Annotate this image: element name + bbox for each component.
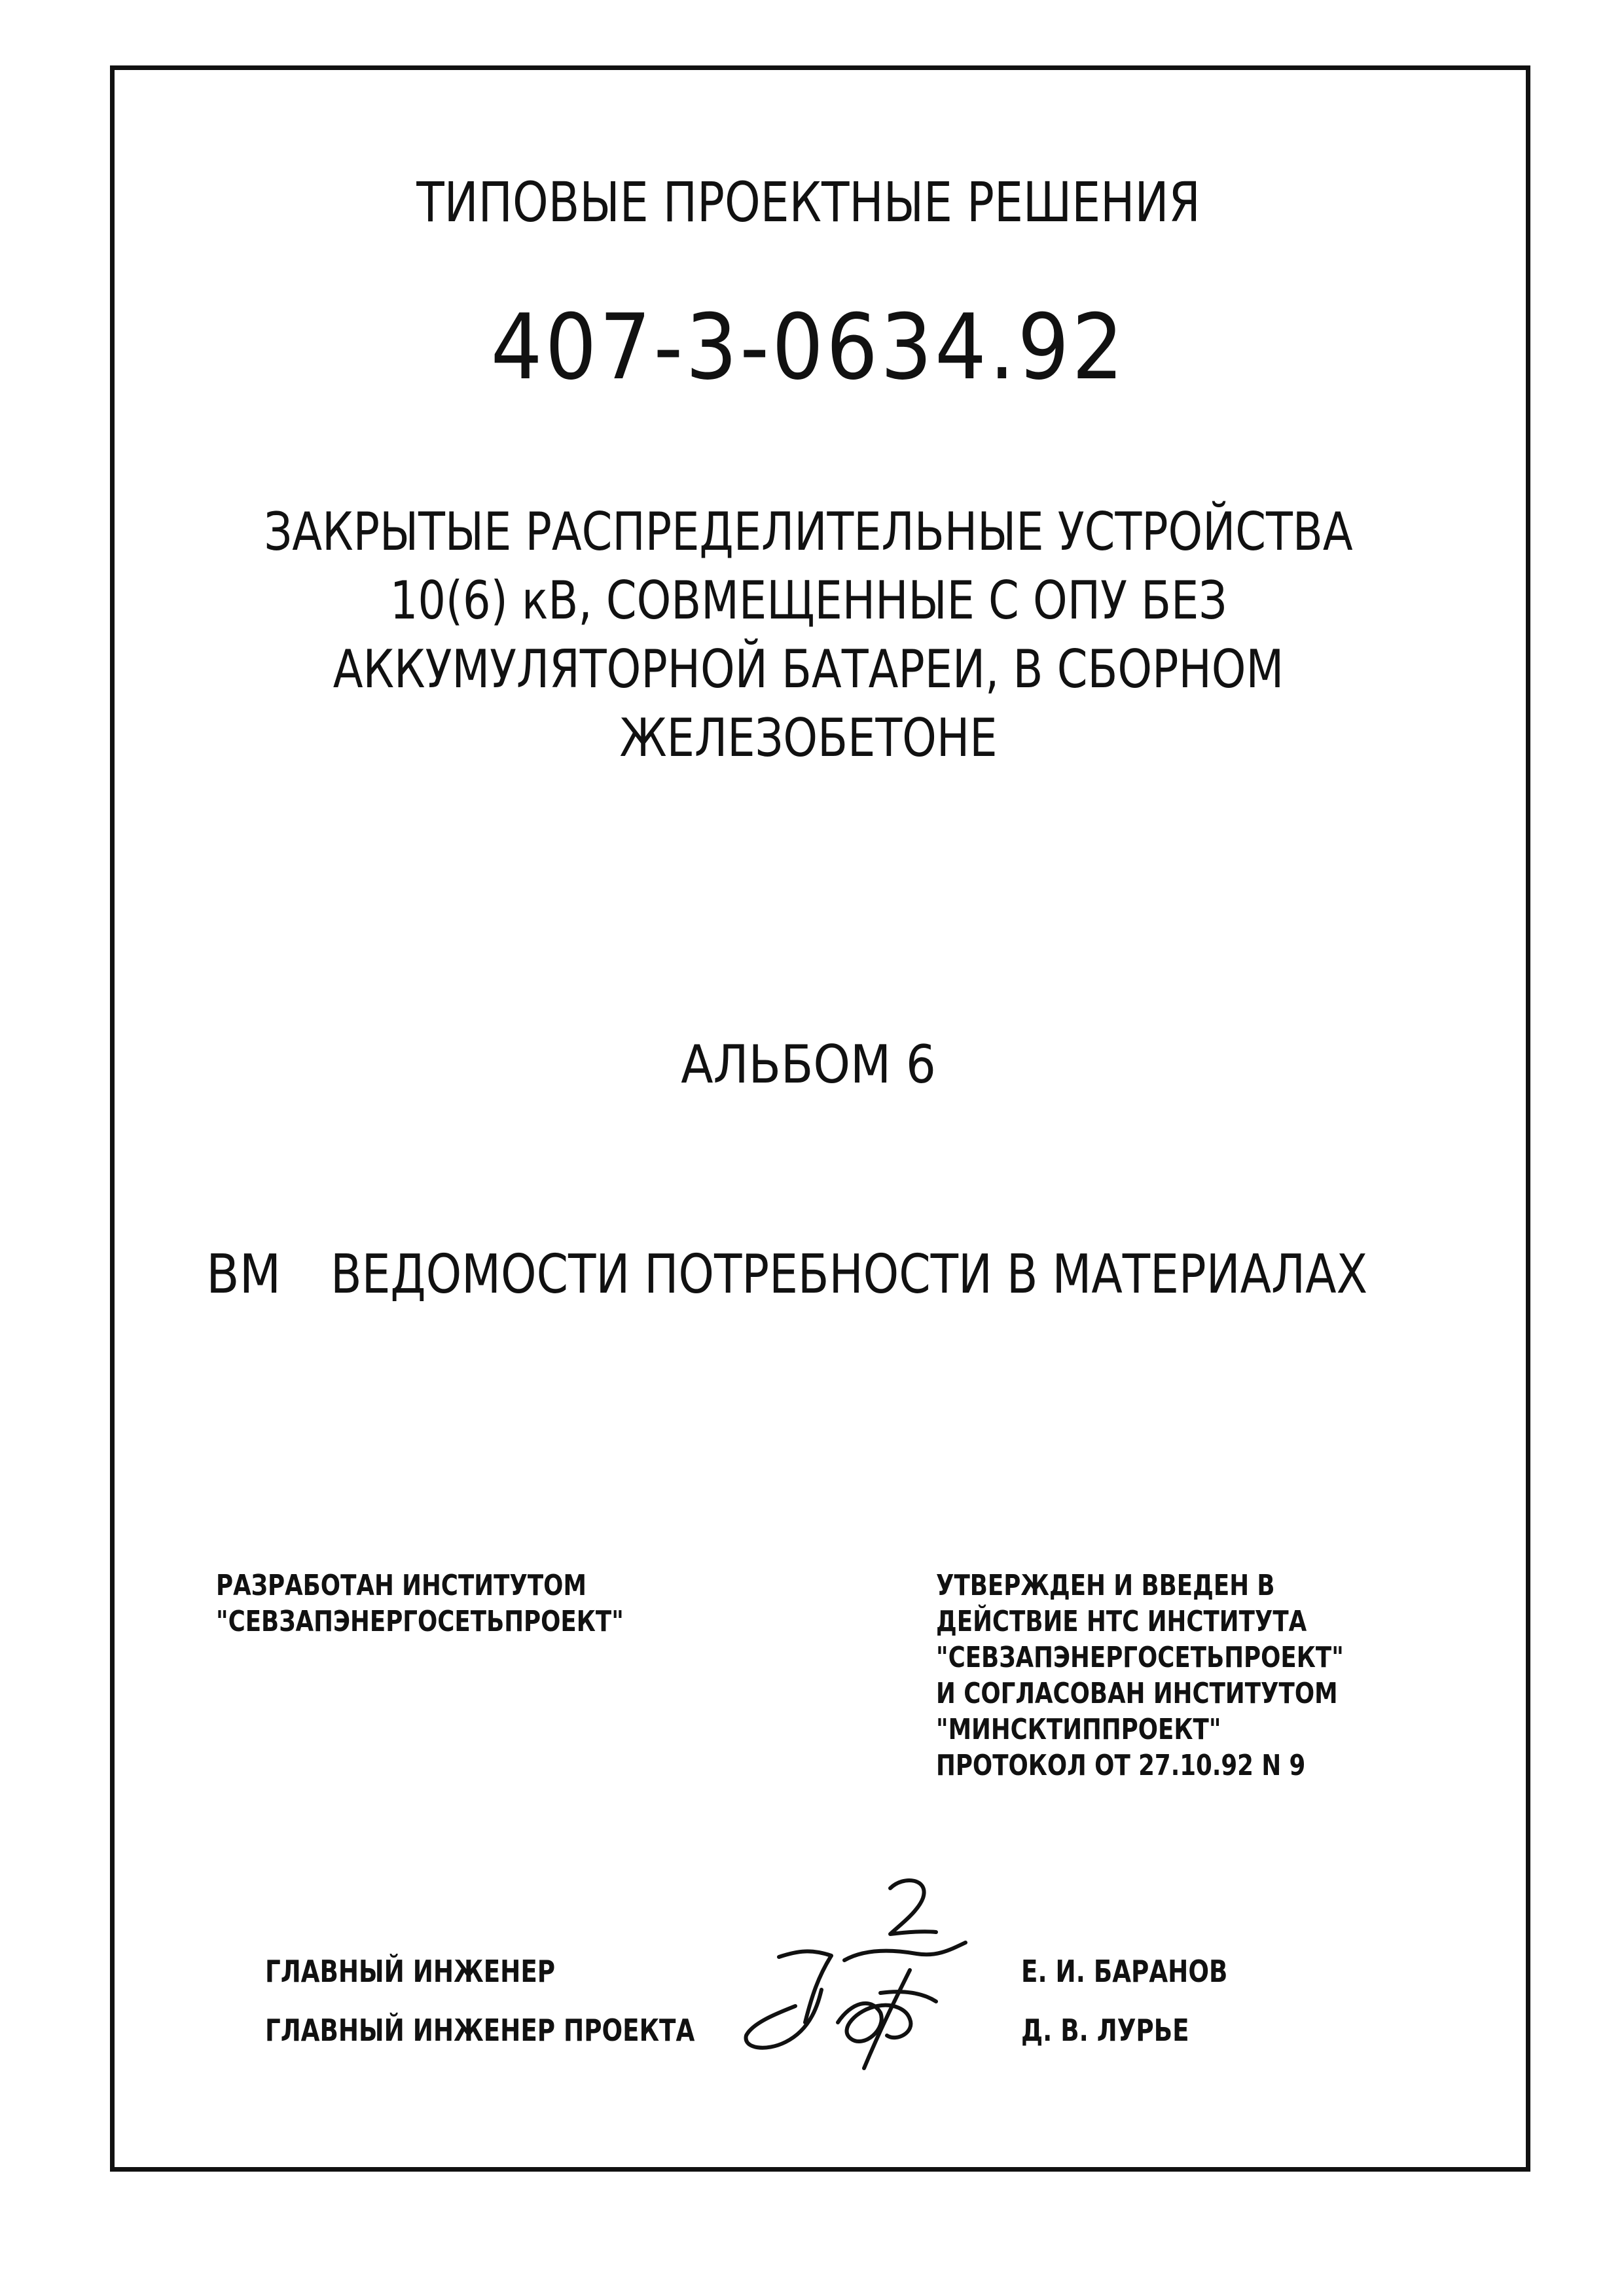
approval-line: И СОГЛАСОВАН ИНСТИТУТОМ — [936, 1677, 1338, 1710]
developed-by-line: РАЗРАБОТАН ИНСТИТУТОМ — [216, 1569, 586, 1602]
developed-by-line: "СЕВЗАПЭНЕРГОСЕТЬПРОЕКТ" — [216, 1605, 624, 1638]
approval-line: "СЕВЗАПЭНЕРГОСЕТЬПРОЕКТ" — [936, 1641, 1344, 1674]
approval-block — [936, 1568, 1344, 1784]
volume-code: ВМ — [206, 1244, 281, 1306]
document-code: 407-3-0634.92 — [490, 295, 1127, 400]
document-title — [0, 497, 1617, 772]
title-line: АККУМУЛЯТОРНОЙ БАТАРЕИ, В СБОРНОМ — [333, 639, 1284, 700]
developed-by — [216, 1568, 624, 1640]
approval-line: "МИНСКТИППРОЕКТ" — [936, 1713, 1221, 1746]
chief-engineer-name: Е. И. БАРАНОВ — [1021, 1954, 1228, 1989]
title-line: ЖЕЛЕЗОБЕТОНЕ — [619, 708, 998, 768]
approval-line: ПРОТОКОЛ ОТ 27.10.92 N 9 — [936, 1749, 1306, 1782]
album-label: АЛЬБОМ 6 — [681, 1034, 936, 1095]
chief-project-engineer-name: Д. В. ЛУРЬЕ — [1021, 2013, 1189, 2048]
handwritten-signature — [740, 1872, 975, 2088]
chief-engineer-role: ГЛАВНЫЙ ИНЖЕНЕР — [265, 1954, 556, 1989]
approval-line: УТВЕРЖДЕН И ВВЕДЕН В — [936, 1569, 1275, 1602]
approval-line: ДЕЙСТВИЕ НТС ИНСТИТУТА — [936, 1605, 1307, 1638]
title-line: 10(6) кВ, СОВМЕЩЕННЫЕ С ОПУ БЕЗ — [389, 570, 1227, 631]
series-title: ТИПОВЫЕ ПРОЕКТНЫЕ РЕШЕНИЯ — [416, 170, 1200, 234]
title-line: ЗАКРЫТЫЕ РАСПРЕДЕЛИТЕЛЬНЫЕ УСТРОЙСТВА — [264, 501, 1353, 562]
chief-project-engineer-role: ГЛАВНЫЙ ИНЖЕНЕР ПРОЕКТА — [265, 2013, 695, 2048]
volume-name: ВЕДОМОСТИ ПОТРЕБНОСТИ В МАТЕРИАЛАХ — [331, 1244, 1368, 1306]
